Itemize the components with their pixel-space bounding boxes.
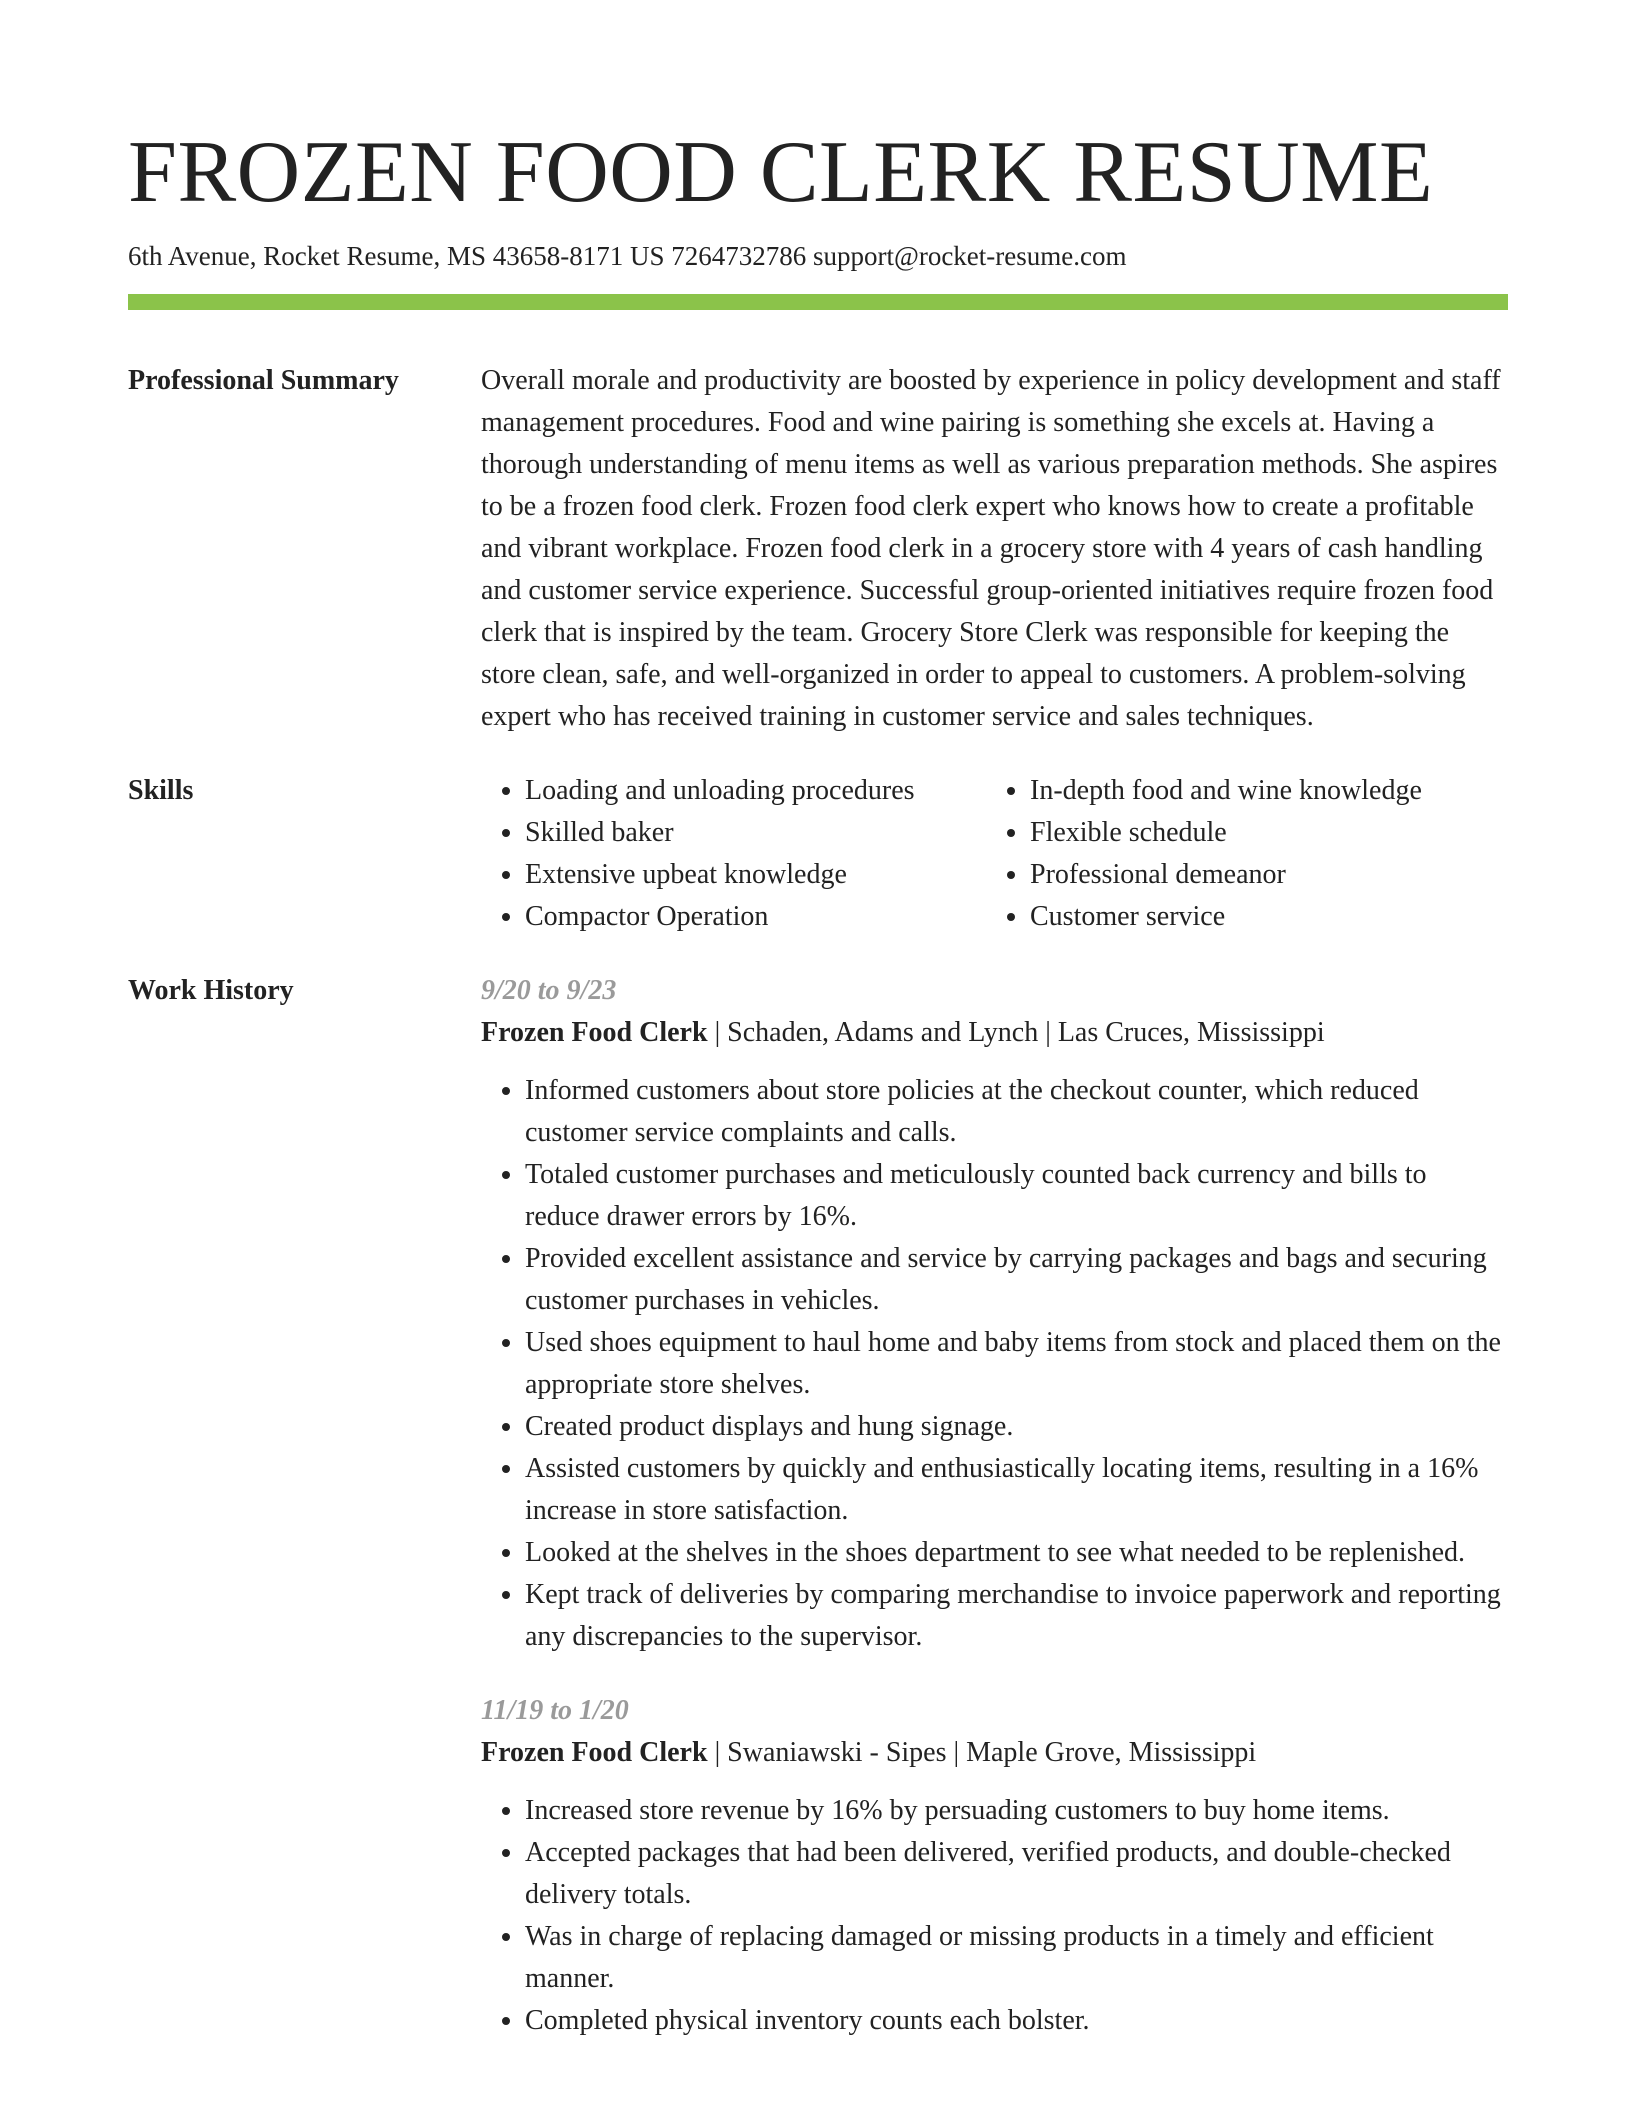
- job-title: Frozen Food Clerk: [481, 1017, 708, 1048]
- skill-item: • Extensive upbeat knowledge: [525, 854, 986, 896]
- skill-item: • Customer service: [1030, 896, 1491, 938]
- section-label-work-history: Work History: [128, 975, 294, 1006]
- section-label-summary: Professional Summary: [128, 365, 399, 396]
- skills-section: [128, 770, 1508, 938]
- skill-item: • Professional demeanor: [1030, 854, 1491, 896]
- job-bullet: • Completed physical inventory counts each bolster.: [525, 2000, 1508, 2042]
- work-history-section: [128, 970, 1508, 2042]
- work-history-body: [481, 970, 1508, 2042]
- resume-title: FROZEN FOOD CLERK RESUME: [128, 124, 1434, 221]
- job-bullet: • Looked at the shelves in the shoes department to see what needed to be replenished.: [525, 1532, 1508, 1574]
- job-bullet: • Used shoes equipment to haul home and baby items from stock and placed them on the appropriate store shelves.: [525, 1322, 1508, 1406]
- job-dates: 9/20 to 9/23: [481, 975, 617, 1006]
- professional-summary-section: [128, 360, 1508, 738]
- summary-text: Overall morale and productivity are boosted by experience in policy development and staff management procedures. Food and wine pairing is something she excels at. Having a thorough understanding of menu items as well as various preparation methods. She aspires to be a frozen food clerk. Frozen food clerk expert who knows how to create a profitable and vibrant workplace. Frozen food clerk in a grocery store with 4 years of cash handling and customer service experience. Successful group-oriented initiatives require frozen food clerk that is inspired by the team. Grocery Store Clerk was responsible for keeping the store clean, safe, and well-organized in order to appeal to customers. A problem-solving expert who has received training in customer service and sales techniques.: [481, 365, 1501, 732]
- skill-item: • Skilled baker: [525, 812, 986, 854]
- skills-body: [481, 770, 1508, 938]
- skills-grid: [481, 770, 1508, 938]
- skill-item: • Flexible schedule: [1030, 812, 1491, 854]
- job-dates: 11/19 to 1/20: [481, 1695, 629, 1726]
- job-bullet: • Totaled customer purchases and meticulously counted back currency and bills to reduce drawer errors by 16%.: [525, 1154, 1508, 1238]
- job-employer-location: | Schaden, Adams and Lynch | Las Cruces, Mississippi: [707, 1017, 1325, 1048]
- section-label-skills: Skills: [128, 775, 194, 806]
- job-bullet: • Created product displays and hung signage.: [525, 1406, 1508, 1448]
- job-heading: [481, 1012, 1508, 1054]
- skills-column-left: [481, 770, 986, 938]
- job-bullet: • Kept track of deliveries by comparing merchandise to invoice paperwork and reporting any discrepancies to the supervisor.: [525, 1574, 1508, 1658]
- skill-item: • Compactor Operation: [525, 896, 986, 938]
- job-bullet: • Provided excellent assistance and service by carrying packages and bags and securing customer purchases in vehicles.: [525, 1238, 1508, 1322]
- skill-item: • In-depth food and wine knowledge: [1030, 770, 1491, 812]
- job-entry: [481, 970, 1508, 1658]
- skills-column-right: [986, 770, 1491, 938]
- job-bullet: • Informed customers about store policies at the checkout counter, which reduced customer service complaints and calls.: [525, 1070, 1508, 1154]
- job-heading: [481, 1732, 1508, 1774]
- accent-divider: [128, 294, 1508, 310]
- job-bullets: [481, 1790, 1508, 2042]
- job-bullet: • Assisted customers by quickly and enthusiastically locating items, resulting in a 16% increase in store satisfaction.: [525, 1448, 1508, 1532]
- resume-page: [128, 0, 1508, 2042]
- job-bullet: • Increased store revenue by 16% by persuading customers to buy home items.: [525, 1790, 1508, 1832]
- job-bullet: • Was in charge of replacing damaged or missing products in a timely and efficient manner.: [525, 1916, 1508, 2000]
- job-bullet: • Accepted packages that had been delivered, verified products, and double-checked delivery totals.: [525, 1832, 1508, 1916]
- job-employer-location: | Swaniawski - Sipes | Maple Grove, Mississippi: [707, 1737, 1257, 1768]
- job-bullets: [481, 1070, 1508, 1658]
- contact-line: 6th Avenue, Rocket Resume, MS 43658-8171 US 7264732786 support@rocket-resume.com: [128, 241, 1127, 271]
- job-title: Frozen Food Clerk: [481, 1737, 708, 1768]
- skill-item: • Loading and unloading procedures: [525, 770, 986, 812]
- job-entry: [481, 1690, 1508, 2042]
